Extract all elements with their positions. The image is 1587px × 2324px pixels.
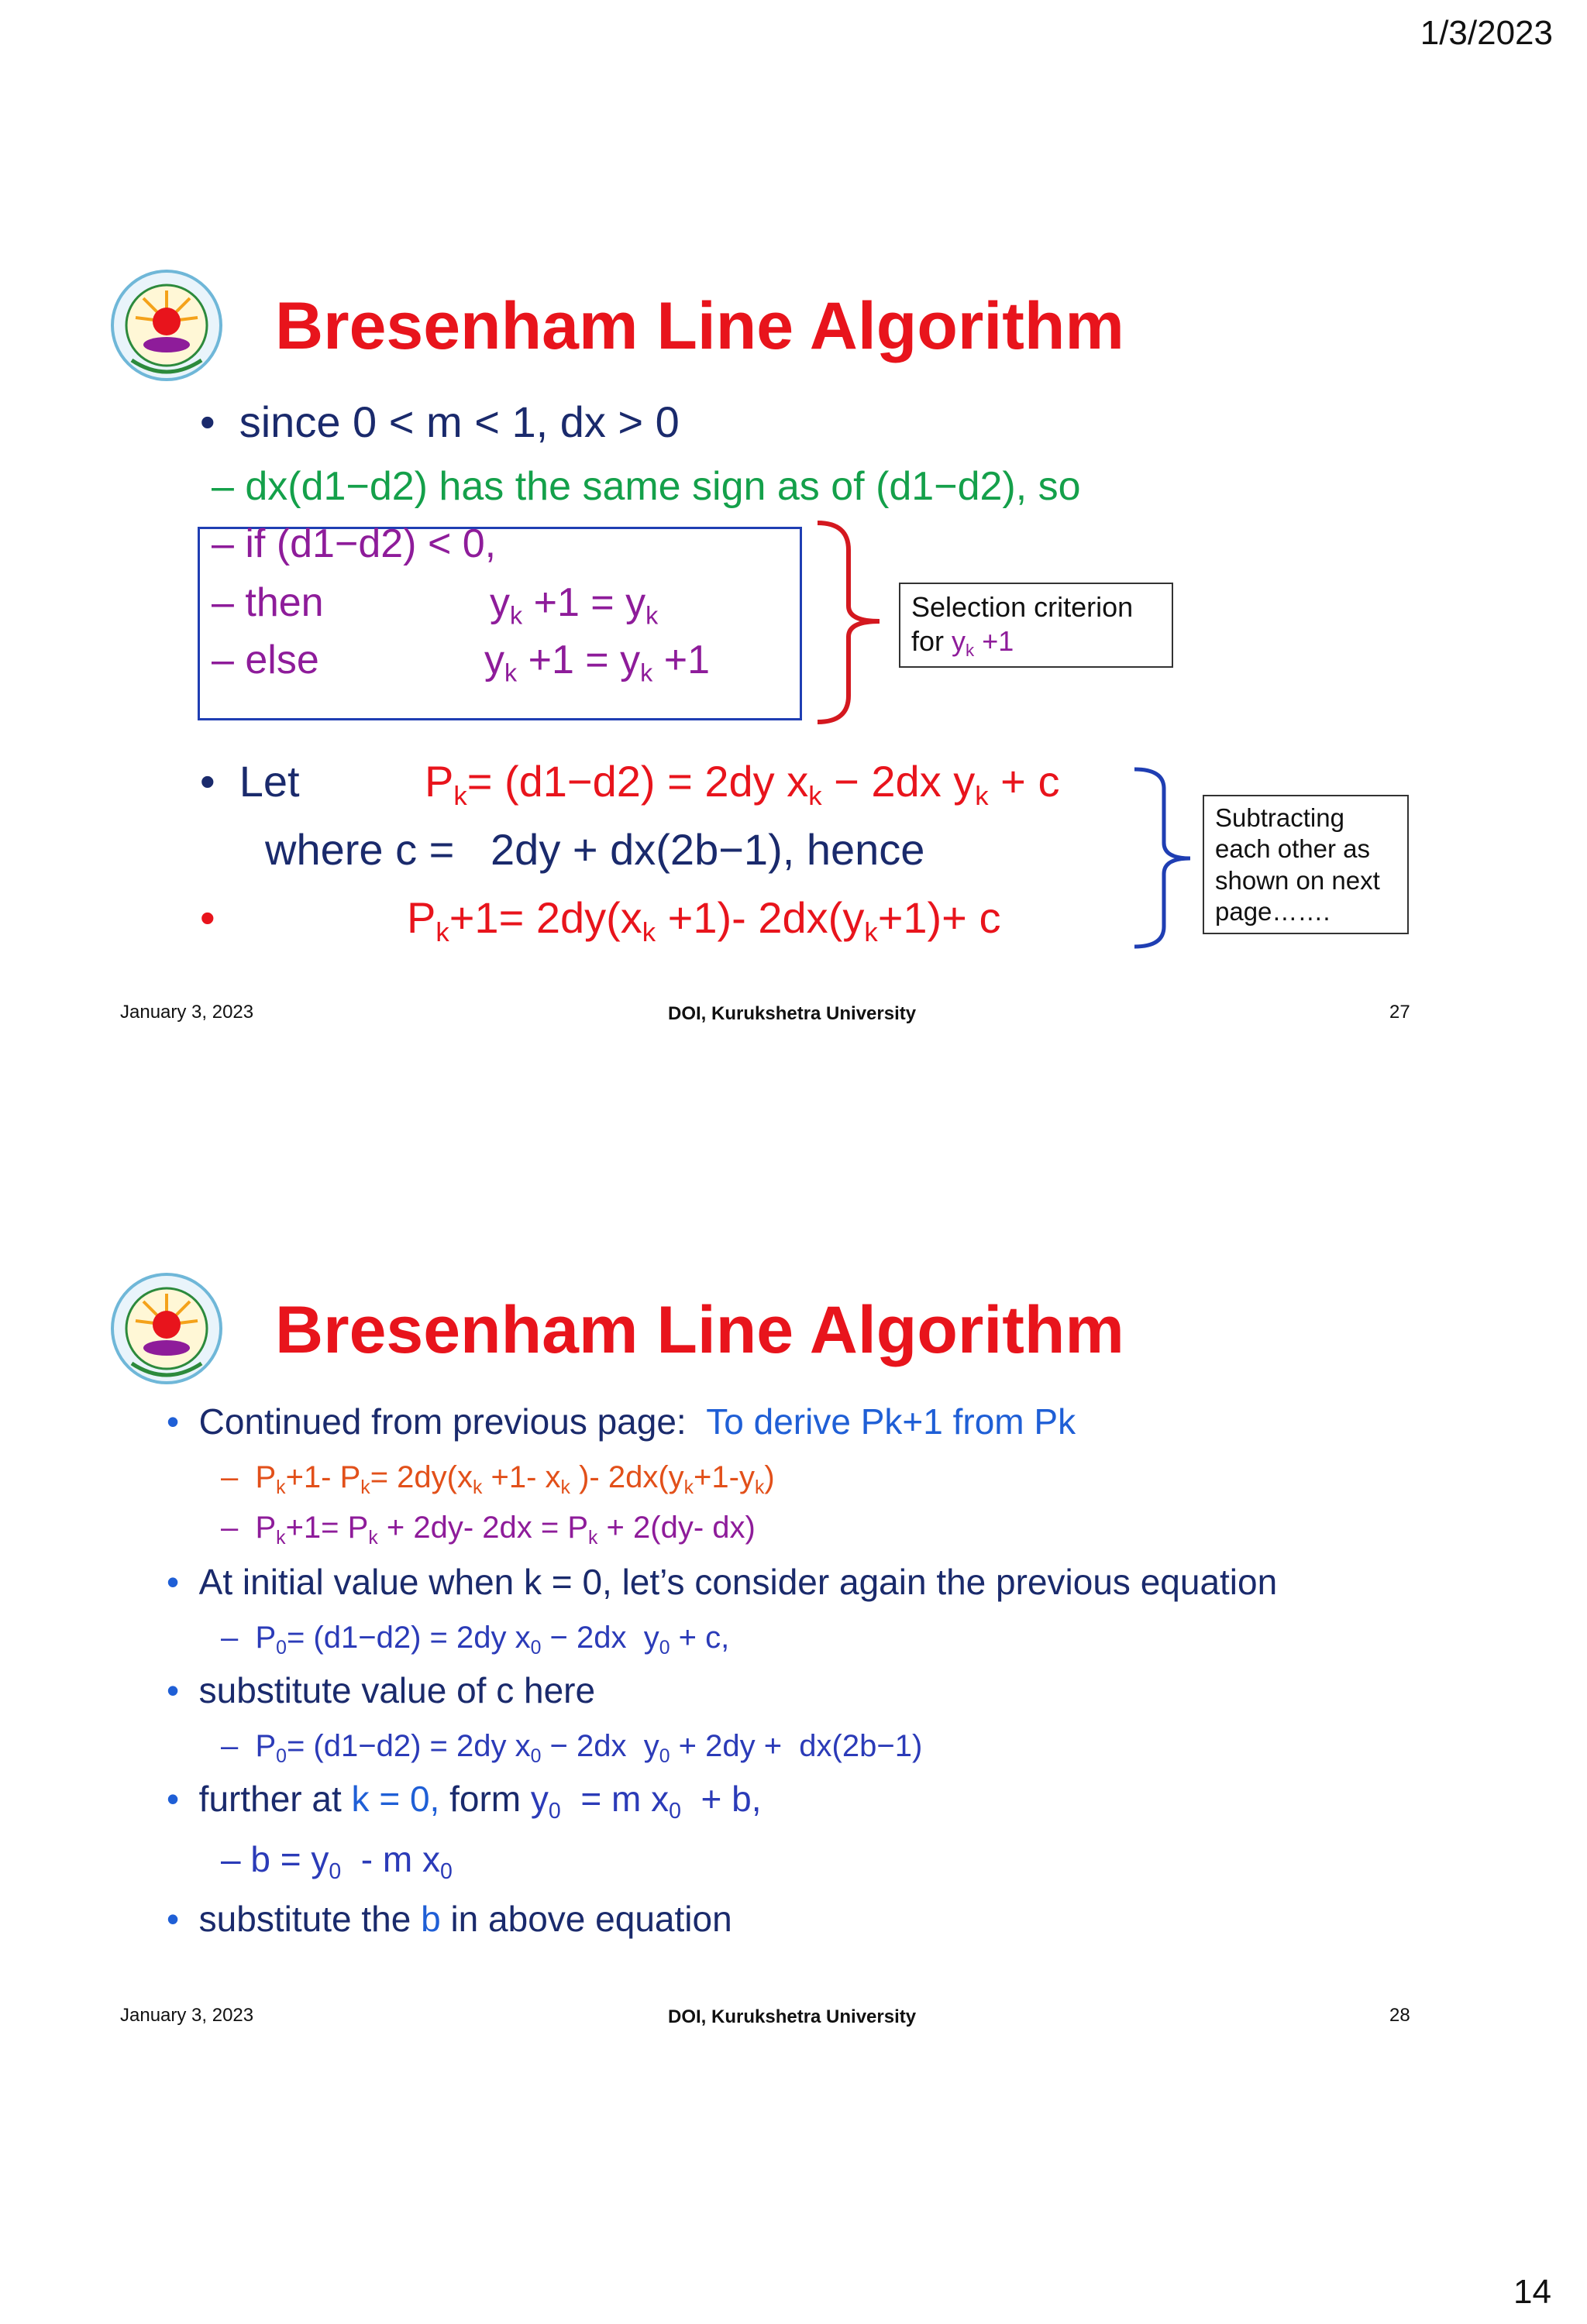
sub-line-then: – then <box>212 580 324 625</box>
equation-b: – $b = y_0 - m$ $x_0$ <box>221 1839 453 1885</box>
kurukshetra-university-logo-icon <box>108 1270 225 1387</box>
bullet-line-since: • since 0 < m < 1, dx > 0 <box>200 397 680 446</box>
equation-then: $y_k +1 = y_k$ <box>490 580 659 630</box>
footer-slide-number: 28 <box>1389 2005 1410 2026</box>
footer-date: January 3, 2023 <box>120 1002 254 1023</box>
right-brace-icon <box>1133 765 1195 951</box>
bullet-line-substitute-c: • substitute value of c here <box>167 1670 596 1710</box>
footer-date: January 3, 2023 <box>120 2005 254 2026</box>
equation-pk: $P_k= (d1-d2) = 2dy$ $x_k - 2dx$ $y_k + c$ <box>425 757 1060 812</box>
kurukshetra-university-logo-icon <box>108 267 225 383</box>
line-where-c: where c = 2dy + dx(2b−1), hence <box>265 825 925 874</box>
bullet-dot-icon: • <box>200 397 239 446</box>
sub-line-sign: – dx(d1−d2) has the same sign as of (d1−d2), so <box>212 464 1081 509</box>
equation-pk1-equals: – $P_k+1= P_k + 2dy-$ $2dx = P_k + 2(dy-$ dx) <box>221 1511 756 1549</box>
right-brace-icon <box>814 519 891 728</box>
equation-pk1: $P_k+1= 2dy(x_k +1)-$ $2dx(y_k+1)+ c$ <box>407 893 1001 948</box>
selection-criterion-note: Selection criterion for $y_k +1$ <box>899 583 1173 668</box>
equation-p0: – $P_0= (d1-d2) = 2dy$ $x_0 - 2dx$ $y_0 + c$, <box>221 1621 730 1659</box>
bullet-line-continued: • Continued from previous page: To derive Pk+1 from Pk <box>167 1401 1076 1442</box>
bullet-line-further: • further at k = 0, form $y_0 = m$ $x_0 + b$, <box>167 1779 762 1824</box>
footer-center: DOI, Kurukshetra University <box>668 2006 917 2027</box>
footer-center: DOI, Kurukshetra University <box>668 1003 917 1024</box>
equation-else: $y_k +1 = y_k +1$ <box>484 638 710 687</box>
bullet-dot-icon: • <box>167 1899 199 1939</box>
slide-title: Bresenham Line Algorithm <box>275 289 1124 363</box>
slide-title: Bresenham Line Algorithm <box>275 1293 1124 1367</box>
bullet-dot-icon: • <box>200 893 215 942</box>
sub-line-if: – if (d1−d2) < 0, <box>212 521 497 566</box>
equation-pk1-minus-pk: – $P_k+1-$ $P_k= 2dy(x_k +1-$ $x_k$ )- $2dx(y_k+1-y_k)$ <box>221 1460 775 1498</box>
bullet-dot-icon: • <box>167 1670 199 1710</box>
bullet-line-let: • Let <box>200 757 300 806</box>
bullet-line-initial: • At initial value when k = 0, let’s consider again the previous equation <box>167 1562 1278 1602</box>
footer-slide-number: 27 <box>1389 1002 1410 1023</box>
equation-p0-substituted: – $P_0= (d1-d2) = 2dy$ $x_0 - 2dx$ $y_0 + 2dy + dx(2b-1)$ <box>221 1729 923 1767</box>
bullet-dot-icon: • <box>167 1562 199 1602</box>
bullet-dot-icon: • <box>167 1401 199 1442</box>
bullet-line-substitute-b: • substitute the b in above equation <box>167 1899 732 1939</box>
sub-line-else: – else <box>212 638 319 682</box>
bullet-dot-icon: • <box>167 1779 199 1819</box>
page-number: 14 <box>1513 2273 1551 2311</box>
page-date: 1/3/2023 <box>1420 14 1553 52</box>
bullet-dot-icon: • <box>200 757 239 806</box>
subtracting-note: Subtracting each other as shown on next page……. <box>1203 795 1409 934</box>
